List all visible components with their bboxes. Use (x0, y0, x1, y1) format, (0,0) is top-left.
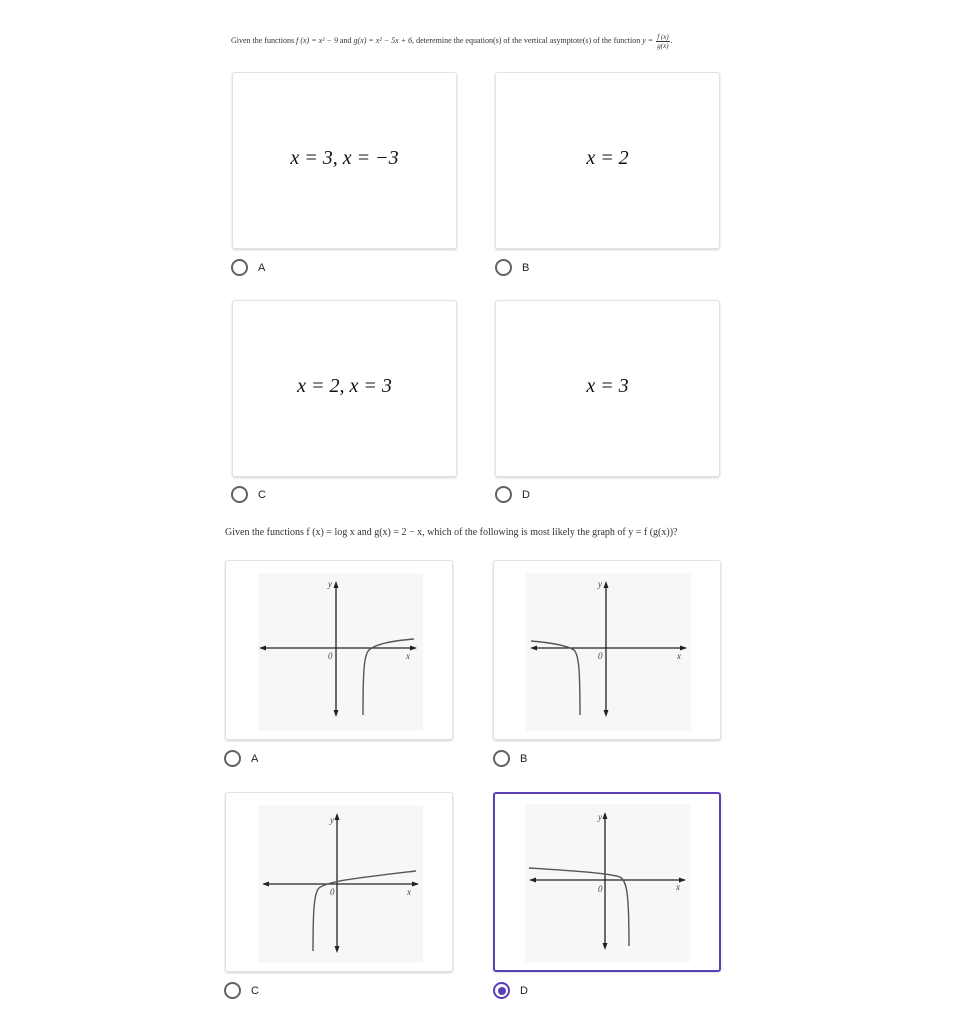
y-axis-label: y (598, 812, 602, 822)
graph-b (494, 561, 722, 741)
option-label: A (251, 752, 259, 765)
q1-option-c-card[interactable] (232, 300, 457, 477)
option-label: D (520, 984, 528, 997)
radio-button[interactable] (224, 982, 241, 999)
x-axis-label: x (406, 651, 410, 661)
option-equation: x = 2 (586, 146, 629, 169)
x-axis-label: x (677, 651, 681, 661)
graph-d (495, 794, 719, 970)
option-equation: x = 3 (586, 374, 629, 397)
graph-background (526, 573, 691, 731)
q2-option-c[interactable] (224, 982, 259, 999)
radio-button[interactable] (224, 750, 241, 767)
question-2-prompt: Given the functions f (x) = log x and g(x) = 2 − x, which of the following is most likely the graph of y = f (g(x))? (225, 527, 678, 538)
graph-c (226, 793, 454, 973)
q2-option-c-card[interactable] (225, 792, 453, 972)
graph-background (525, 804, 690, 962)
option-equation: x = 3, x = −3 (290, 146, 399, 169)
q2-option-d[interactable] (493, 982, 528, 999)
q2-option-a-card[interactable] (225, 560, 453, 740)
prompt-text: Given the functions (231, 36, 297, 45)
fraction-denominator: g(x) (657, 41, 669, 50)
x-axis-label: x (676, 882, 680, 892)
option-label: C (258, 488, 266, 501)
q1-option-c[interactable] (231, 486, 266, 503)
radio-button[interactable] (231, 259, 248, 276)
q1-option-b[interactable] (495, 259, 529, 276)
q1-option-d[interactable] (495, 486, 530, 503)
fraction-numerator: f (x) (657, 32, 669, 41)
radio-button[interactable] (495, 259, 512, 276)
graph-a (226, 561, 454, 741)
prompt-text: and (337, 36, 354, 45)
q1-option-a[interactable] (231, 259, 265, 276)
option-label: D (522, 488, 530, 501)
q2-option-d-card[interactable] (493, 792, 721, 972)
y-axis-label: y (328, 579, 332, 589)
q1-option-d-card[interactable] (495, 300, 720, 477)
option-label: A (258, 261, 266, 274)
y-equation: y = (642, 36, 656, 45)
q2-option-b[interactable] (493, 750, 527, 767)
option-equation: x = 2, x = 3 (297, 374, 392, 397)
fraction (656, 33, 669, 50)
origin-label: 0 (598, 651, 603, 661)
option-label: C (251, 984, 259, 997)
prompt-text: , deteremine the equation(s) of the vertical asymptote(s) of the function (412, 36, 643, 45)
option-label: B (520, 752, 528, 765)
origin-label: 0 (328, 651, 333, 661)
q2-option-b-card[interactable] (493, 560, 721, 740)
question-1-prompt (231, 30, 771, 52)
q2-option-a[interactable] (224, 750, 258, 767)
y-axis-label: y (330, 815, 334, 825)
origin-label: 0 (598, 884, 603, 894)
prompt-text: . (670, 36, 673, 45)
graph-background (258, 573, 423, 731)
radio-button[interactable] (495, 486, 512, 503)
x-axis-label: x (407, 887, 411, 897)
q1-option-a-card[interactable] (232, 72, 457, 249)
q1-option-b-card[interactable] (495, 72, 720, 249)
radio-button[interactable] (231, 486, 248, 503)
g-definition: g(x) = x² − 5x + 6 (353, 36, 413, 45)
radio-button-selected[interactable] (493, 982, 510, 999)
option-label: B (522, 261, 530, 274)
y-axis-label: y (598, 579, 602, 589)
origin-label: 0 (330, 887, 335, 897)
f-definition: f (x) = x² − 9 (296, 36, 338, 45)
radio-button[interactable] (493, 750, 510, 767)
